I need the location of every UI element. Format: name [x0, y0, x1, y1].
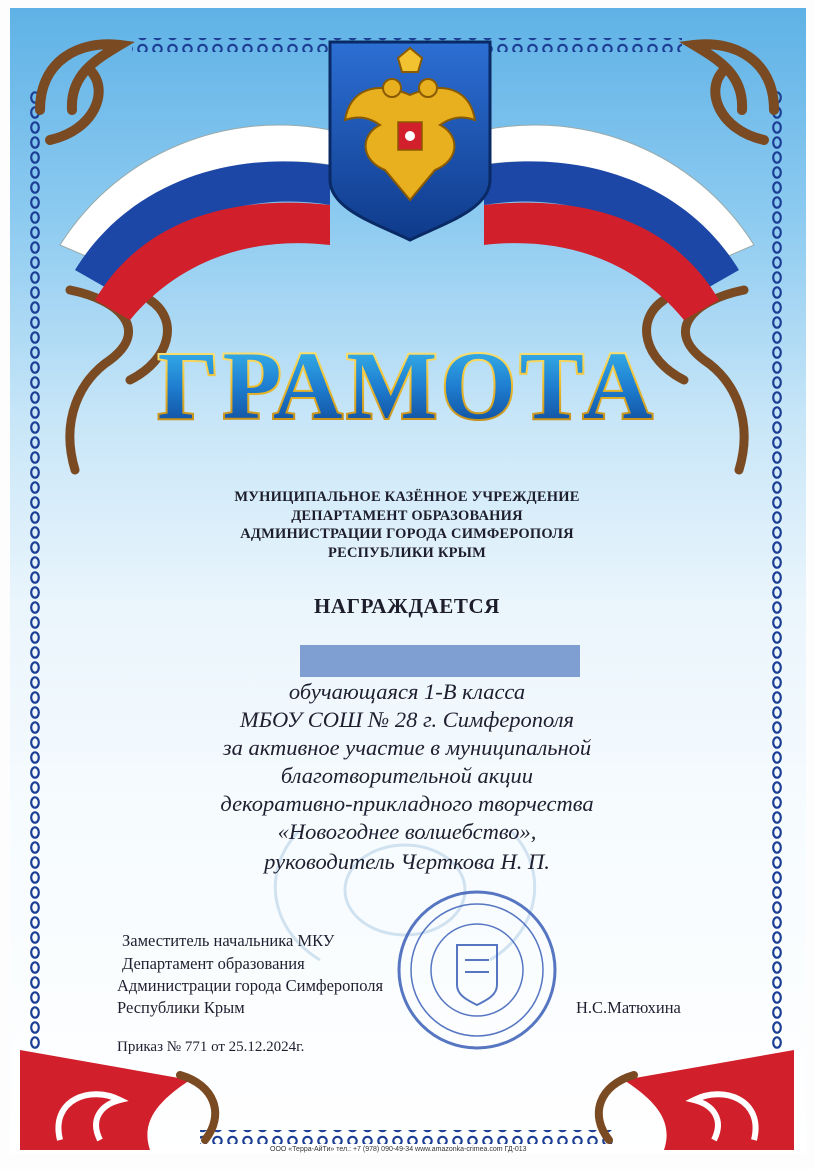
- institution-line: РЕСПУБЛИКИ КРЫМ: [328, 544, 486, 561]
- awarded-heading: НАГРАЖДАЕТСЯ: [313, 594, 501, 618]
- ornament-side-left: [70, 290, 168, 470]
- institution-block: [0, 488, 814, 562]
- award-text-line: благотворительной акции: [280, 763, 534, 788]
- signatory-position-line: Республики Крым: [117, 998, 245, 1017]
- printer-line: ООО «Терра-АйТи» тел.: +7 (978) 090-49-34 www.amazonka-crimea.com ГД-013: [270, 1146, 527, 1153]
- flag-ribbon-right: [484, 125, 754, 320]
- order-number: Приказ № 771 от 25.12.2024г.: [117, 1039, 305, 1055]
- institution-line: ДЕПАРТАМЕНТ ОБРАЗОВАНИЯ: [291, 507, 523, 524]
- recipient-name-redacted: [300, 645, 580, 677]
- signatory-position-line: Департамент образования: [122, 954, 305, 973]
- institution-line: МУНИЦИПАЛЬНОЕ КАЗЁННОЕ УЧРЕЖДЕНИЕ: [234, 489, 580, 505]
- award-text-line: МБОУ СОШ № 28 г. Симферополя: [239, 707, 575, 732]
- ornament-bottom-left: [20, 1050, 215, 1150]
- flag-ribbon-left: [60, 125, 330, 320]
- institution-line: АДМИНИСТРАЦИИ ГОРОДА СИМФЕРОПОЛЯ: [240, 526, 574, 542]
- signatory-name: Н.С.Матюхина: [576, 998, 681, 1017]
- award-text-line: декоративно-прикладного творчества: [220, 791, 594, 816]
- award-text-line: обучающаяся 1-В класса: [288, 679, 526, 704]
- ornament-top-left: [40, 44, 120, 140]
- border-dots-left: [28, 90, 42, 1050]
- border-dots-bottom: [200, 1130, 614, 1144]
- award-text-line: «Новогоднее волшебство»,: [277, 819, 537, 844]
- certificate-title: ГРАМОТА: [157, 332, 657, 439]
- ornament-top-right: [694, 44, 774, 140]
- award-text-line: руководитель Черткова Н. П.: [264, 849, 550, 874]
- signatory-position-line: Заместитель начальника МКУ: [122, 931, 335, 950]
- ornament-side-right: [647, 290, 745, 470]
- border-dots-right: [772, 90, 786, 1050]
- award-text-line: за активное участие в муниципальной: [222, 735, 592, 760]
- stamp-seal-icon: [399, 892, 555, 1048]
- signatory-position-line: Администрации города Симферополя: [117, 976, 384, 995]
- coat-of-arms-icon: [330, 42, 490, 240]
- ornament-bottom-right: [599, 1050, 794, 1150]
